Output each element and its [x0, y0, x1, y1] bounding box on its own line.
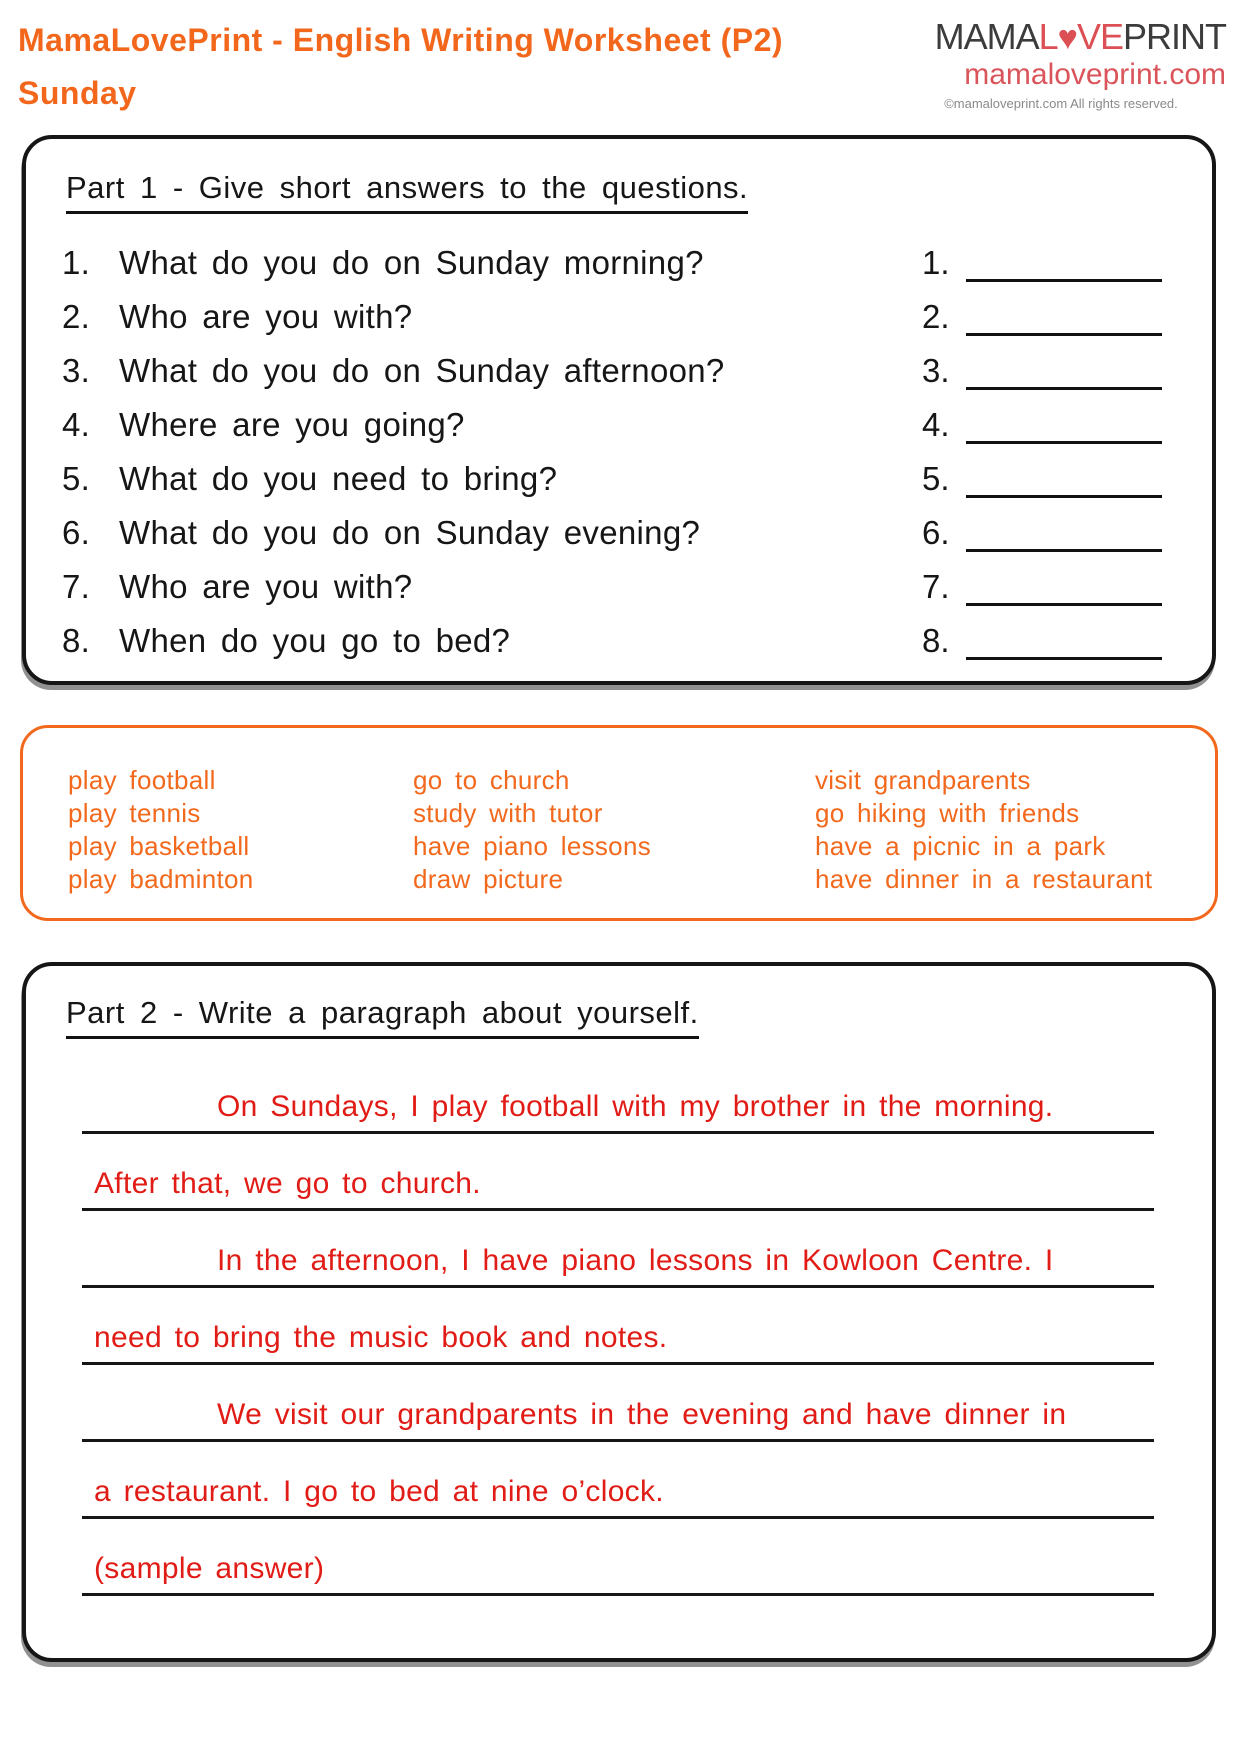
sample-answer-text: (sample answer)	[94, 1552, 325, 1585]
question-text: Who are you with?	[119, 568, 413, 605]
answer-number: 2.	[922, 298, 950, 335]
question-number: 5.	[62, 460, 91, 497]
answer-blank-line	[966, 406, 1162, 444]
brand-logo	[896, 16, 1226, 111]
question-row	[62, 622, 510, 660]
answer-number: 7.	[922, 568, 950, 605]
answer-blank-line	[966, 622, 1162, 660]
answer-blank-line	[966, 514, 1162, 552]
word-bank-item: play basketball	[68, 831, 250, 861]
word-bank-column	[68, 764, 254, 896]
writing-line	[82, 1465, 1154, 1519]
word-bank-item: play football	[68, 765, 216, 795]
page-title-line2: Sunday	[18, 75, 137, 111]
answer-number: 4.	[922, 406, 950, 443]
sample-answer-text: a restaurant. I go to bed at nine o’clock.	[94, 1475, 664, 1508]
answer-number: 5.	[922, 460, 950, 497]
copyright-text: ©mamaloveprint.com All rights reserved.	[944, 96, 1178, 111]
question-number: 7.	[62, 568, 91, 605]
word-bank-item: play badminton	[68, 864, 254, 894]
part1-heading	[66, 170, 748, 206]
writing-line	[82, 1080, 1154, 1134]
answer-row	[922, 622, 1162, 660]
sample-answer-text: need to bring the music book and notes.	[94, 1321, 668, 1354]
word-bank-column	[815, 764, 1152, 896]
word-bank-item: study with tutor	[413, 798, 603, 828]
question-text: What do you need to bring?	[119, 460, 558, 497]
question-text: Where are you going?	[119, 406, 465, 443]
part2-section	[22, 962, 1216, 1662]
part1-heading-text: Part 1 - Give short answers to the questions.	[66, 170, 748, 214]
question-text: What do you do on Sunday evening?	[119, 514, 701, 551]
word-bank-item: have dinner in a restaurant	[815, 864, 1153, 894]
page-title	[18, 14, 783, 120]
word-bank-item: have a picnic in a park	[815, 831, 1106, 861]
sample-answer-text: On Sundays, I play football with my brother in the morning.	[217, 1090, 1054, 1123]
answer-row	[922, 406, 1162, 444]
word-bank-item: visit grandparents	[815, 765, 1031, 795]
writing-line	[82, 1157, 1154, 1211]
word-bank	[20, 725, 1218, 921]
question-row	[62, 352, 725, 390]
question-text: When do you go to bed?	[119, 622, 511, 659]
question-number: 6.	[62, 514, 91, 551]
answer-blank-line	[966, 352, 1162, 390]
question-number: 3.	[62, 352, 91, 389]
answer-blank-line	[966, 244, 1162, 282]
word-bank-item: go hiking with friends	[815, 798, 1080, 828]
brand-domain: mamaloveprint.com	[964, 58, 1226, 91]
page-title-line1: MamaLovePrint - English Writing Worksheet (P2)	[18, 22, 784, 58]
answer-number: 3.	[922, 352, 950, 389]
question-row	[62, 244, 704, 282]
part2-heading-text: Part 2 - Write a paragraph about yourself.	[66, 995, 699, 1039]
word-bank-item: draw picture	[413, 864, 564, 894]
answer-row	[922, 460, 1162, 498]
question-row	[62, 298, 412, 336]
question-row	[62, 460, 557, 498]
word-bank-column	[413, 764, 651, 896]
answer-blank-line	[966, 460, 1162, 498]
logo-mama: MAMA	[934, 16, 1039, 57]
answer-number: 1.	[922, 244, 950, 281]
question-number: 8.	[62, 622, 91, 659]
question-text: What do you do on Sunday afternoon?	[119, 352, 725, 389]
question-text: What do you do on Sunday morning?	[119, 244, 704, 281]
answer-blank-line	[966, 568, 1162, 606]
brand-logo-wordmark	[896, 16, 1226, 59]
answer-blank-line	[966, 298, 1162, 336]
question-text: Who are you with?	[119, 298, 413, 335]
writing-line	[82, 1234, 1154, 1288]
logo-print: PRINT	[1123, 16, 1226, 57]
word-bank-item: go to church	[413, 765, 570, 795]
sample-answer-text: We visit our grandparents in the evening and have dinner in	[217, 1398, 1067, 1431]
heart-icon: ♥	[1057, 19, 1077, 57]
writing-line	[82, 1388, 1154, 1442]
answer-number: 6.	[922, 514, 950, 551]
question-number: 2.	[62, 298, 91, 335]
writing-line	[82, 1542, 1154, 1596]
sample-answer-text: In the afternoon, I have piano lessons in Kowloon Centre. I	[217, 1244, 1054, 1277]
logo-ve: VE	[1076, 16, 1123, 57]
question-number: 4.	[62, 406, 91, 443]
answer-row	[922, 568, 1162, 606]
logo-l: L	[1038, 16, 1058, 57]
sample-answer-text: After that, we go to church.	[94, 1167, 481, 1200]
part1-section	[22, 135, 1216, 685]
part2-heading	[66, 995, 699, 1031]
word-bank-item: play tennis	[68, 798, 201, 828]
answer-row	[922, 244, 1162, 282]
question-row	[62, 568, 412, 606]
question-number: 1.	[62, 244, 91, 281]
answer-row	[922, 298, 1162, 336]
answer-row	[922, 352, 1162, 390]
answer-row	[922, 514, 1162, 552]
question-row	[62, 514, 700, 552]
answer-number: 8.	[922, 622, 950, 659]
question-row	[62, 406, 465, 444]
writing-line	[82, 1311, 1154, 1365]
word-bank-item: have piano lessons	[413, 831, 651, 861]
